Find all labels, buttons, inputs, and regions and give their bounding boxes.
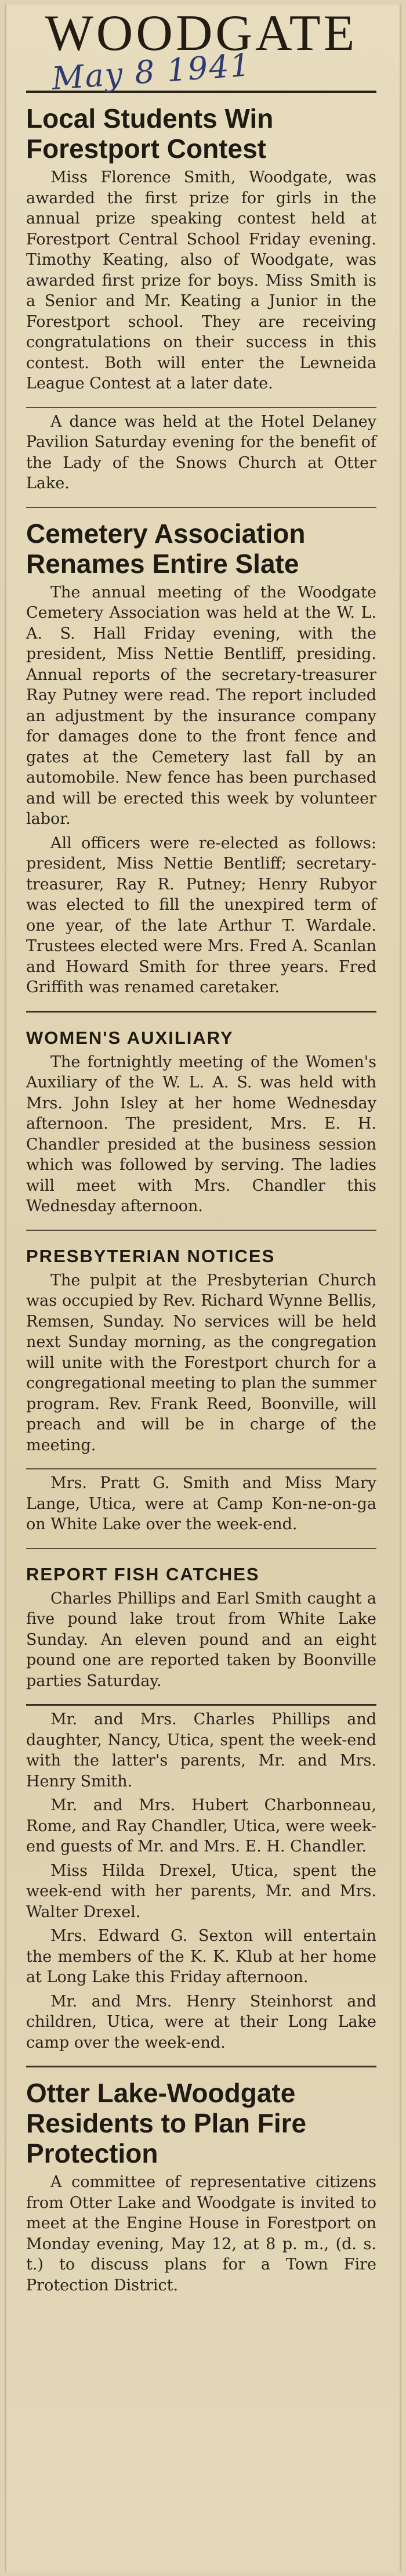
divider	[26, 2066, 376, 2067]
paragraph: The annual meeting of the Woodgate Cemetery Association was held at the W. L. A. S. Hall Friday evening, with the president, Miss Nettie Bentliff, presiding. Annual reports of the secretary-treasurer Ray Putney were read. The report included an adjustment by the insurance company for damages done to the front fence and gates at the Cemetery last fall by an automobile. New fence has been purchased and will be erected this week by volunteer labor.	[26, 583, 376, 828]
masthead-title: WOODGATE	[45, 5, 358, 62]
paragraph: Mr. and Mrs. Charles Phillips and daughter, Nancy, Utica, spent the week-end with the latter's parents, Mr. and Mrs. Henry Smith.	[26, 1710, 376, 1790]
article-cemetery-association	[26, 518, 376, 998]
subhead: WOMEN'S AUXILIARY	[26, 1027, 234, 1048]
article-local-students	[26, 103, 376, 394]
handwritten-date: May 8 1941	[50, 46, 252, 97]
subhead: REPORT FISH CATCHES	[26, 1563, 260, 1584]
article-dance	[26, 412, 376, 494]
paragraph: A committee of representative citizens from Otter Lake and Woodgate is invited to meet at the Engine House in Forestport on Monday evening, May 12, at 8 p. m., (d. s. t.) to discuss plans for a Town Fire Protection District.	[26, 2173, 376, 2294]
article-social-notes	[26, 1709, 376, 2053]
paragraph: All officers were re-elected as follows: president, Miss Nettie Bentliff; secretary-treasurer, Ray R. Putney; Henry Rubyor was elected to fill the unexpired term of one year, of the late Arthur T. Wardale. Trustees elected were Mrs. Fred A. Scanlan and Howard Smith for three years. Fred Griffith was renamed caretaker.	[26, 834, 376, 996]
paragraph: Mr. and Mrs. Hubert Charbonneau, Rome, and Ray Chandler, Utica, were week-end guests of Mr. and Mrs. E. H. Chandler.	[26, 1796, 376, 1856]
subhead: PRESBYTERIAN NOTICES	[26, 1245, 276, 1266]
article-fish-catches	[26, 1564, 376, 1692]
article-camp-visit	[26, 1473, 376, 1535]
paragraph: Mr. and Mrs. Henry Steinhorst and children, Utica, were at their Long Lake camp over the week-end.	[26, 1992, 376, 2052]
divider	[26, 407, 376, 408]
divider	[26, 1011, 376, 1013]
headline: Local Students Win Forestport Contest	[26, 103, 274, 164]
paragraph: Miss Hilda Drexel, Utica, spent the week-end with her parents, Mr. and Mrs. Walter Drexel.	[26, 1861, 376, 1921]
headline: Cemetery Association Renames Entire Slate	[26, 518, 306, 579]
article-fire-protection	[26, 2078, 376, 2296]
divider	[26, 1230, 376, 1231]
paragraph: Mrs. Edward G. Sexton will entertain the members of the K. K. Klub at her home at Long Lake this Friday afternoon.	[26, 1927, 376, 1986]
article-presbyterian-notices	[26, 1246, 376, 1456]
paragraph: Mrs. Pratt G. Smith and Miss Mary Lange, Utica, were at Camp Kon-ne-on-ga on White Lake over the week-end.	[26, 1474, 376, 1533]
divider	[26, 507, 376, 508]
divider	[26, 1468, 376, 1469]
paragraph: A dance was held at the Hotel Delaney Pavilion Saturday evening for the benefit of the Lady of the Snows Church at Otter Lake.	[26, 412, 376, 492]
newspaper-clipping	[5, 5, 401, 2571]
divider	[26, 1704, 376, 1706]
article-womens-auxiliary	[26, 1028, 376, 1217]
paragraph: The fortnightly meeting of the Women's Auxiliary of the W. L. A. S. was held with Mrs. John Isley at her home Wednesday afternoon. The president, Mrs. E. H. Chandler presided at the business session which was followed by serving. The ladies will meet with Mrs. Chandler this Wednesday afternoon.	[26, 1053, 376, 1215]
divider	[26, 1548, 376, 1549]
paragraph: The pulpit at the Presbyterian Church was occupied by Rev. Richard Wynne Bellis, Remsen, Sunday. No services will be held next Sunday morning, as the congregation will unite with the Forestport church for a congregational meeting to plan the summer program. Rev. Frank Reed, Boonville, will preach and will be in charge of the meeting.	[26, 1271, 376, 1454]
masthead	[26, 5, 376, 97]
paragraph: Miss Florence Smith, Woodgate, was awarded the first prize for girls in the annual prize speaking contest held at Forestport Central School Friday evening. Timothy Keating, also of Woodgate, was awarded first prize for boys. Miss Smith is a Senior and Mr. Keating a Junior in the Forestport school. They are receiving congratulations on their success in this contest. Both will enter the Lewneida League Contest at a later date.	[26, 168, 376, 392]
paragraph: Charles Phillips and Earl Smith caught a five pound lake trout from White Lake Sunday. An eleven pound and an eight pound one are reported taken by Boonville parties Saturday.	[26, 1589, 376, 1690]
headline: Otter Lake-Woodgate Residents to Plan Fire Protection	[26, 2078, 307, 2168]
